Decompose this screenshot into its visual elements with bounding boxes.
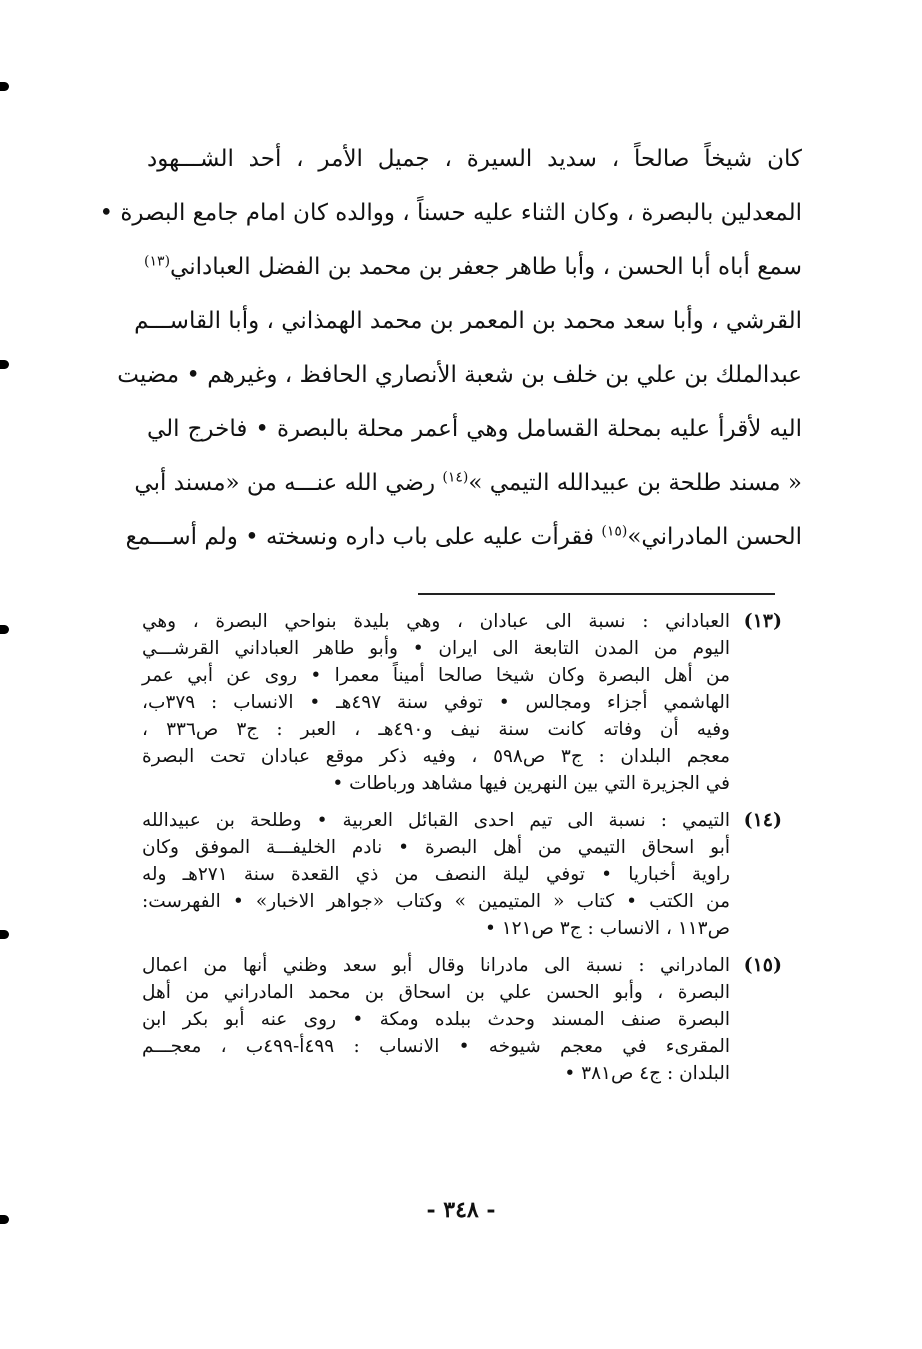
body-line: « مسند طلحة بن عبيدالله التيمي »$^{(١٤)}$ رضي الله عنـــه من «مسند أبي — [134, 469, 802, 496]
footnote-ref: (١٤) — [442, 469, 469, 486]
footnote-line: أبو اسحاق التيمي من أهل البصرة • نادم الخليفـــة الموفق وكان — [142, 837, 730, 858]
footnote-line: اليوم من المدن التابعة الى ايران • وأبو طاهر العباداني القرشـــي — [142, 638, 730, 659]
body-line: المعدلين بالبصرة ، وكان الثناء عليه حسناً ، ووالده كان امام جامع البصرة • — [99, 200, 802, 226]
footnote-line: البلدان : ج٤ ص٣٨١ • — [564, 1063, 730, 1084]
footnote-line: الهاشمي أجزاء ومجالس • توفي سنة ٤٩٧هـ • الانساب : ٣٧٩ب، — [142, 692, 730, 713]
footnote-line: وفيه أن وفاته كانت سنة نيف و٤٩٠هـ ، العبر : ج٣ ص٣٣٦ ، — [142, 719, 730, 740]
scan-edge-mark — [0, 625, 9, 634]
footnote-number: (١٤) — [743, 809, 782, 831]
footnote-ref: (١٥) — [601, 523, 628, 540]
footnote-number: (١٥) — [743, 954, 782, 976]
footnote-line: في الجزيرة التي بين النهرين فيها مشاهد ورباطات • — [332, 773, 730, 794]
scan-edge-mark — [0, 930, 9, 939]
footnote-line: معجم البلدان : ج٣ ص٥٩٨ ، وفيه ذكر موقع عبادان تحت البصرة — [142, 746, 731, 767]
footnote-line: التيمي : نسبة الى تيم احدى القبائل العربية • وطلحة بن عبيدالله — [142, 810, 730, 831]
body-line: سمع أباه أبا الحسن ، وأبا طاهر جعفر بن محمد بن الفضل العباداني$^{(١٣)}$ — [144, 253, 802, 280]
footnote-line: ص١١٣ ، الانساب : ج٣ ص١٢١ • — [484, 918, 730, 939]
footnote-line: راوية أخباريا • توفي ليلة النصف من ذي القعدة سنة ٢٧١هـ وله — [142, 864, 730, 885]
footnote — [142, 952, 782, 1087]
body-line: اليه لأقرأ عليه بمحلة القسامل وهي أعمر محلة بالبصرة • فاخرج الي — [147, 416, 802, 442]
body-line: الحسن المادراني»$^{(١٥)}$ فقرأت عليه على باب داره ونسخته • ولم أســـمع — [125, 523, 802, 550]
scan-edge-mark — [0, 360, 9, 369]
body-line: كان شيخاً صالحاً ، سديد السيرة ، جميل الأمر ، أحد الشـــهود — [147, 146, 802, 172]
footnote-line: المقرىء في معجم شيوخه • الانساب : ٤٩٩أ-٤٩٩ب ، معجـــم — [142, 1036, 730, 1057]
footnote-line: المادراني : نسبة الى مادرانا وقال أبو سعد وظني أنها من اعمال — [142, 955, 730, 976]
footnote-line: البصرة صنف المسند وحدث ببلده ومكة • روى عنه أبو بكر ابن — [142, 1009, 730, 1030]
footnote-number: (١٣) — [743, 610, 782, 632]
scan-edge-mark — [0, 82, 9, 91]
footnote-ref: (١٣) — [144, 253, 171, 270]
page-number: - ٣٤٨ - — [426, 1197, 496, 1223]
body-line: عبدالملك بن علي بن خلف بن شعبة الأنصاري الحافظ ، وغيرهم • مضيت — [117, 362, 802, 388]
footnote — [142, 807, 782, 942]
footnote-line: البصرة ، وأبو الحسن علي بن اسحاق بن محمد المادراني من أهل — [142, 982, 730, 1003]
footnote-line: من الكتب • كتاب « المتيمين » وكتاب «جواهر الاخبار» • الفهرست: — [142, 891, 730, 912]
footnote-line: من أهل البصرة وكان شيخا صالحا أميناً معمرا • روى عن أبي عمر — [142, 665, 730, 686]
footnote — [142, 608, 782, 797]
footnote-separator — [418, 593, 775, 595]
footnote-line: العباداني : نسبة الى عبادان ، وهي بليدة بنواحي البصرة ، وهي — [142, 611, 730, 632]
footnotes — [142, 608, 782, 1097]
body-text — [99, 132, 802, 564]
body-line: القرشي ، وأبا سعد محمد بن المعمر بن محمد الهمذاني ، وأبا القاســـم — [134, 308, 802, 334]
scan-edge-mark — [0, 1215, 9, 1224]
